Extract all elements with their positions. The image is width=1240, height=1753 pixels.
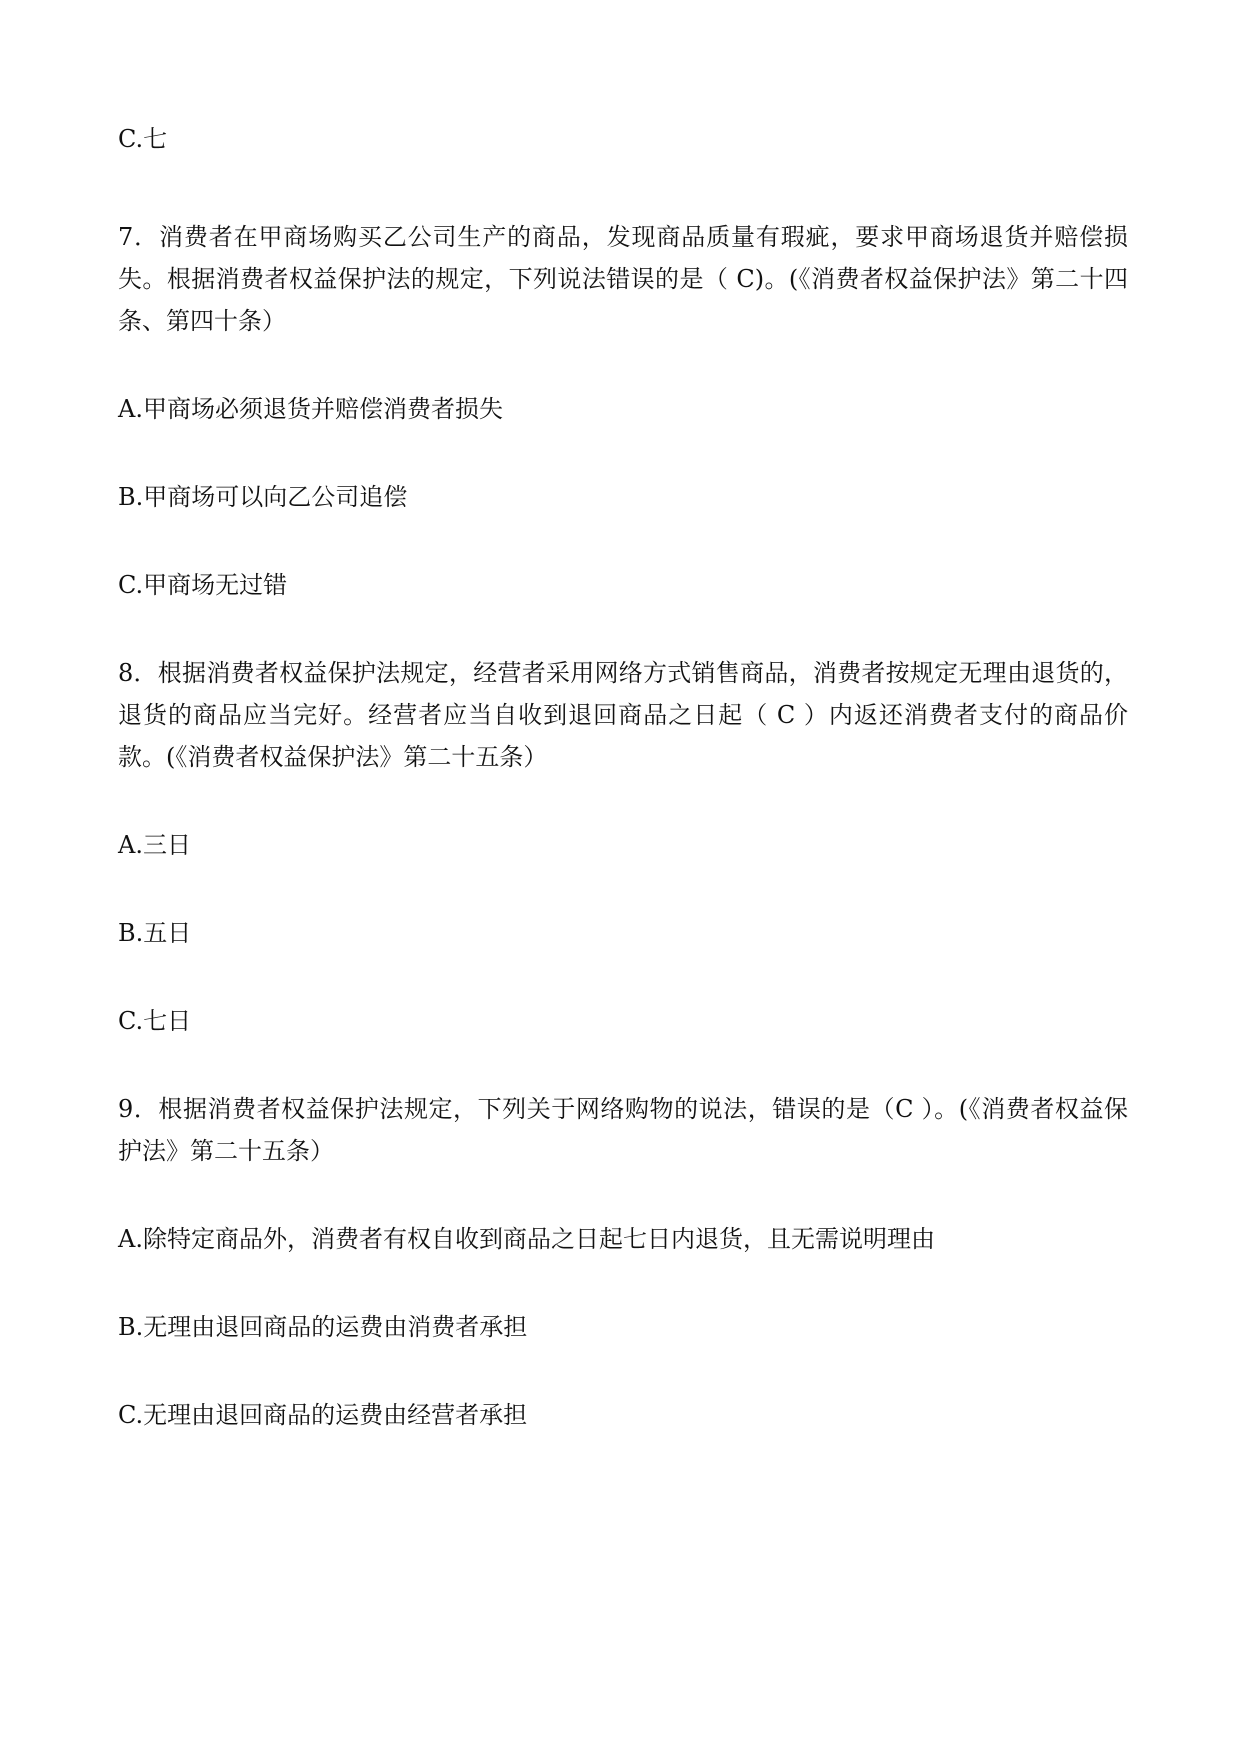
- q9-option-b: B.无理由退回商品的运费由消费者承担: [118, 1313, 528, 1341]
- q6-option-c: C.七: [118, 125, 168, 153]
- q9-option-a: A.除特定商品外，消费者有权自收到商品之日起七日内退货，且无需说明理由: [118, 1225, 935, 1253]
- q8-stem: 8．根据消费者权益保护法规定，经营者采用网络方式销售商品，消费者按规定无理由退货的，退货的商品应当完好。经营者应当自收到退回商品之日起（ C ）内返还消费者支付的商品价款。(《消费者权益保护法》第二十五条）: [118, 659, 1128, 771]
- q8-option-a: A.三日: [118, 831, 191, 859]
- q7-option-b: B.甲商场可以向乙公司追偿: [118, 483, 408, 511]
- q9-option-c: C.无理由退回商品的运费由经营者承担: [118, 1401, 528, 1429]
- q8-option-c: C.七日: [118, 1007, 192, 1035]
- q7-option-a: A.甲商场必须退货并赔偿消费者损失: [118, 395, 503, 423]
- document-body: [118, 118, 1128, 1436]
- q8-option-b: B.五日: [118, 919, 192, 947]
- q7-stem: 7．消费者在甲商场购买乙公司生产的商品，发现商品质量有瑕疵，要求甲商场退货并赔偿损失。根据消费者权益保护法的规定，下列说法错误的是（ C)。(《消费者权益保护法》第二十四条、第四十条）: [118, 223, 1128, 335]
- q9-stem: 9．根据消费者权益保护法规定，下列关于网络购物的说法，错误的是（C ）。(《消费者权益保护法》第二十五条）: [118, 1095, 1128, 1165]
- q7-option-c: C.甲商场无过错: [118, 571, 288, 599]
